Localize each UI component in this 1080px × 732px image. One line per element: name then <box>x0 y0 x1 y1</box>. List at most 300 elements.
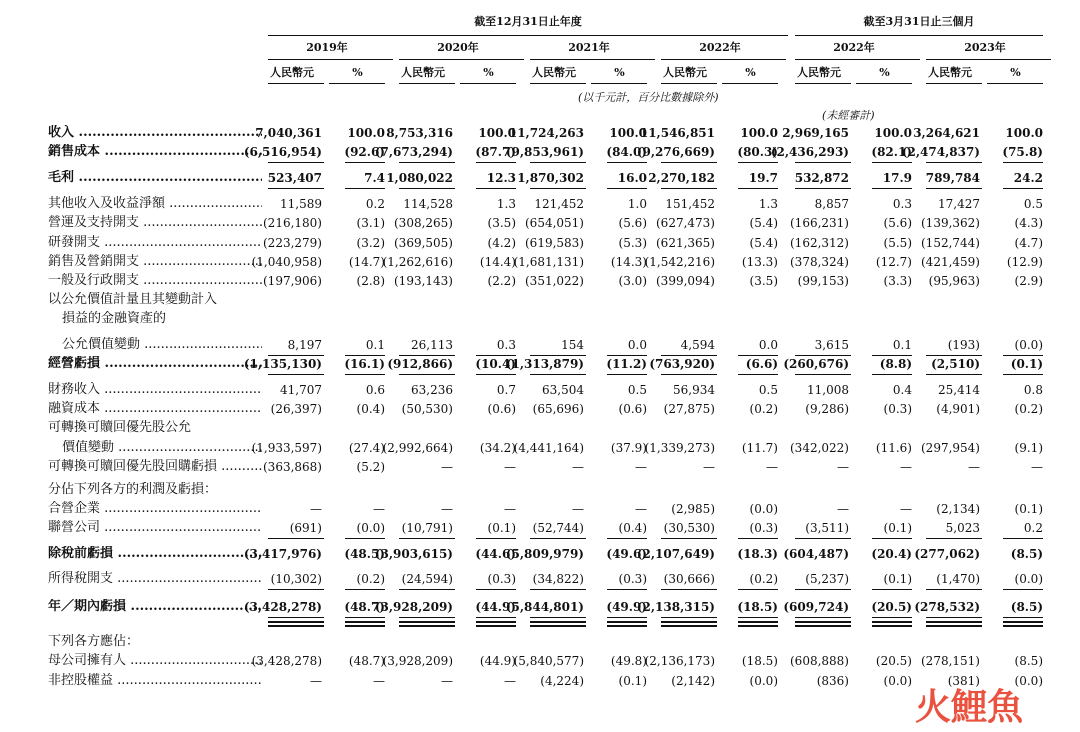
percent-cell: (3.3) <box>883 274 912 288</box>
total-rule <box>1003 617 1043 618</box>
percent-cell: — <box>504 502 516 516</box>
column-rule <box>661 83 717 84</box>
percent-cell: (0.0) <box>749 674 778 688</box>
percent-cell: (20.5) <box>871 600 912 614</box>
amount-cell: (421,459) <box>921 255 980 269</box>
percent-cell: 7.4 <box>364 171 385 185</box>
percent-cell: 0.5 <box>1023 197 1043 211</box>
row-label: 毛利 ..... <box>48 170 262 186</box>
rmb-column-header: 人民幣元 <box>928 66 972 79</box>
total-rule <box>661 617 717 618</box>
total-rule <box>345 538 385 539</box>
amount-cell: (1,339,273) <box>644 441 715 455</box>
percent-cell: (0.2) <box>749 402 778 416</box>
percent-cell: — <box>635 502 647 516</box>
percent-cell: (14.4) <box>479 255 516 269</box>
percent-cell: (4.7) <box>1014 236 1043 250</box>
total-rule <box>926 355 982 356</box>
percent-cell: 0.3 <box>496 338 516 352</box>
percent-cell: (14.3) <box>610 255 647 269</box>
percent-cell: (6.6) <box>745 357 778 371</box>
row-label: 一般及行政開支 ..... <box>48 273 262 289</box>
percent-cell: (5.4) <box>749 216 778 230</box>
percent-cell: (10.4) <box>475 357 516 371</box>
amount-cell: 3,615 <box>814 338 849 352</box>
double-rule <box>872 625 912 627</box>
total-rule <box>268 355 324 356</box>
amount-cell: (2,107,649) <box>636 547 715 561</box>
percent-cell: (5.6) <box>883 216 912 230</box>
total-rule <box>926 188 982 189</box>
year-rule <box>661 59 786 60</box>
percent-cell: (13.3) <box>741 255 778 269</box>
total-rule <box>872 188 912 189</box>
row-label: 分佔下列各方的利潤及虧損： <box>48 482 218 497</box>
percent-cell: (14.7) <box>348 255 385 269</box>
percent-cell: 0.1 <box>365 338 385 352</box>
row-label: 母公司擁有人 ..... <box>48 653 262 669</box>
percent-cell: 0.2 <box>365 197 385 211</box>
double-rule <box>926 625 982 627</box>
amount-cell: 4,594 <box>680 338 715 352</box>
total-rule <box>607 617 647 618</box>
amount-cell: 789,784 <box>925 171 980 185</box>
total-rule <box>738 355 778 356</box>
percent-cell: (12.9) <box>1006 255 1043 269</box>
double-rule <box>1003 625 1043 627</box>
percent-cell: (16.1) <box>344 357 385 371</box>
percent-cell: (9.1) <box>1014 441 1043 455</box>
amount-cell: 56,934 <box>673 383 715 397</box>
percent-cell: (3.0) <box>618 274 647 288</box>
double-rule <box>872 621 912 623</box>
total-rule <box>926 374 982 375</box>
amount-cell: (608,888) <box>790 654 849 668</box>
total-rule <box>795 374 851 375</box>
amount-cell: — <box>441 502 453 516</box>
percent-cell: (8.5) <box>1010 600 1043 614</box>
fiscal-year-group-header: 截至12月31日止年度 <box>474 15 582 28</box>
amount-cell: (1,313,879) <box>505 357 584 371</box>
total-rule <box>795 355 851 356</box>
total-rule <box>607 162 647 163</box>
percent-cell: (27.4) <box>348 441 385 455</box>
percent-cell: (0.0) <box>1014 674 1043 688</box>
amount-cell: (308,265) <box>394 216 453 230</box>
percent-cell: (44.9) <box>479 654 516 668</box>
percent-cell: 0.0 <box>758 338 778 352</box>
amount-cell: (399,094) <box>656 274 715 288</box>
amount-cell: (5,844,801) <box>505 600 584 614</box>
percent-cell: 100.0 <box>347 126 385 140</box>
amount-cell: (342,022) <box>790 441 849 455</box>
double-rule <box>795 621 851 623</box>
percent-cell: — <box>504 674 516 688</box>
double-rule <box>476 621 516 623</box>
amount-cell: — <box>837 460 849 474</box>
total-rule <box>399 617 455 618</box>
percent-cell: — <box>1031 460 1043 474</box>
percent-cell: 1.0 <box>627 197 647 211</box>
total-rule <box>1003 355 1043 356</box>
double-rule <box>738 625 778 627</box>
total-rule <box>926 617 982 618</box>
percent-cell: (2.2) <box>487 274 516 288</box>
total-rule <box>476 617 516 618</box>
year-rule <box>795 59 920 60</box>
amount-cell: (7,673,294) <box>374 145 453 159</box>
total-rule <box>476 162 516 163</box>
amount-cell: (278,532) <box>914 600 980 614</box>
amount-cell: (30,666) <box>663 572 715 586</box>
year-rule <box>530 59 655 60</box>
amount-cell: (619,583) <box>525 236 584 250</box>
amount-cell: 3,264,621 <box>913 126 980 140</box>
total-rule <box>738 617 778 618</box>
percent-cell: (11.2) <box>606 357 647 371</box>
amount-cell: (1,470) <box>936 572 980 586</box>
total-rule <box>607 188 647 189</box>
percent-cell: 19.7 <box>748 171 778 185</box>
amount-cell: (139,362) <box>921 216 980 230</box>
total-rule <box>399 355 455 356</box>
row-label: 價值變動 ..... <box>62 440 262 456</box>
amount-cell: 121,452 <box>534 197 584 211</box>
year-header: 2021年 <box>568 41 610 54</box>
amount-cell: 25,414 <box>938 383 980 397</box>
amount-cell: (609,724) <box>783 600 849 614</box>
percent-cell: 0.8 <box>1023 383 1043 397</box>
percent-cell: (92.6) <box>344 145 385 159</box>
percent-cell: (3.5) <box>487 216 516 230</box>
total-rule <box>476 188 516 189</box>
amount-cell: (2,474,837) <box>901 145 980 159</box>
amount-cell: (3,928,209) <box>382 654 453 668</box>
double-rule <box>345 621 385 623</box>
amount-cell: (1,135,130) <box>243 357 322 371</box>
amount-cell: (9,286) <box>805 402 849 416</box>
amount-cell: 154 <box>561 338 584 352</box>
amount-cell: — <box>441 460 453 474</box>
percent-cell: (3.5) <box>749 274 778 288</box>
double-rule <box>399 625 455 627</box>
total-rule <box>530 538 586 539</box>
percent-cell: — <box>900 502 912 516</box>
total-rule <box>345 589 385 590</box>
percent-cell: 100.0 <box>740 126 778 140</box>
year-rule <box>399 59 524 60</box>
percent-cell: (44.6) <box>475 547 516 561</box>
amount-cell: 2,270,182 <box>648 171 715 185</box>
percent-cell: 0.6 <box>365 383 385 397</box>
row-label: 財務收入 ..... <box>48 382 262 398</box>
amount-cell: (381) <box>947 674 980 688</box>
percent-cell: (5.4) <box>749 236 778 250</box>
percent-cell: (0.3) <box>749 521 778 535</box>
percent-cell: (0.1) <box>1014 502 1043 516</box>
percent-cell: (0.0) <box>883 674 912 688</box>
amount-cell: — <box>441 674 453 688</box>
year-header: 2022年 <box>833 41 875 54</box>
amount-cell: (3,417,976) <box>243 547 322 561</box>
total-rule <box>268 162 324 163</box>
rmb-column-header: 人民幣元 <box>270 66 314 79</box>
amount-cell: (4,441,164) <box>513 441 584 455</box>
year-rule <box>926 59 1051 60</box>
amount-cell: 1,870,302 <box>517 171 584 185</box>
amount-cell: (52,744) <box>532 521 584 535</box>
amount-cell: (836) <box>816 674 849 688</box>
amount-cell: (3,428,278) <box>251 654 322 668</box>
percent-cell: (0.0) <box>1014 338 1043 352</box>
amount-cell: 11,589 <box>280 197 322 211</box>
quarter-group-header: 截至3月31日止三個月 <box>863 15 975 28</box>
row-label: 合營企業 ..... <box>48 501 262 517</box>
total-rule <box>268 374 324 375</box>
percent-cell: 100.0 <box>478 126 516 140</box>
total-rule <box>872 589 912 590</box>
amount-cell: (95,963) <box>928 274 980 288</box>
amount-cell: 11,008 <box>807 383 849 397</box>
percent-cell: (0.2) <box>1014 402 1043 416</box>
double-rule <box>607 621 647 623</box>
total-rule <box>345 162 385 163</box>
row-label: 所得稅開支 ..... <box>48 571 262 587</box>
amount-cell: 41,707 <box>280 383 322 397</box>
rmb-column-header: 人民幣元 <box>401 66 445 79</box>
total-rule <box>607 355 647 356</box>
row-label: 損益的金融資產的 <box>62 311 167 326</box>
pct-column-header: % <box>745 66 756 79</box>
amount-cell: — <box>310 502 322 516</box>
amount-cell: (278,151) <box>921 654 980 668</box>
row-label: 銷售及營銷開支 ..... <box>48 254 262 270</box>
total-rule <box>607 538 647 539</box>
total-rule <box>399 538 455 539</box>
row-label: 非控股權益 ..... <box>48 673 262 689</box>
amount-cell: (2,138,315) <box>636 600 715 614</box>
total-rule <box>476 589 516 590</box>
total-rule <box>476 374 516 375</box>
row-label: 銷售成本 ..... <box>48 144 262 160</box>
total-rule <box>795 188 851 189</box>
amount-cell: (369,505) <box>394 236 453 250</box>
amount-cell: 17,427 <box>938 197 980 211</box>
percent-cell: (0.0) <box>1014 572 1043 586</box>
amount-cell: (6,516,954) <box>243 145 322 159</box>
amount-cell: (912,866) <box>387 357 453 371</box>
percent-cell: (49.9) <box>606 600 647 614</box>
year-rule <box>268 59 393 60</box>
percent-cell: 16.0 <box>617 171 647 185</box>
percent-cell: 100.0 <box>609 126 647 140</box>
amount-cell: (763,920) <box>649 357 715 371</box>
percent-cell: 1.3 <box>496 197 516 211</box>
total-rule <box>399 374 455 375</box>
unit-note: (以千元計，百分比數據除外) <box>578 91 719 104</box>
amount-cell: (3,428,278) <box>243 600 322 614</box>
total-rule <box>530 589 586 590</box>
percent-cell: (8.5) <box>1010 547 1043 561</box>
percent-cell: (48.7) <box>348 654 385 668</box>
percent-cell: (0.4) <box>618 521 647 535</box>
percent-cell: (0.1) <box>883 572 912 586</box>
row-label: 除稅前虧損 ..... <box>48 546 262 562</box>
total-rule <box>795 162 851 163</box>
percent-cell: (11.7) <box>741 441 778 455</box>
total-rule <box>476 355 516 356</box>
double-rule <box>345 625 385 627</box>
column-rule <box>987 83 1043 84</box>
amount-cell: 63,236 <box>411 383 453 397</box>
percent-cell: (0.2) <box>356 572 385 586</box>
percent-cell: (0.0) <box>749 502 778 516</box>
amount-cell: (654,051) <box>525 216 584 230</box>
amount-cell: (1,933,597) <box>251 441 322 455</box>
percent-cell: (0.6) <box>618 402 647 416</box>
amount-cell: (10,791) <box>401 521 453 535</box>
amount-cell: 8,857 <box>814 197 849 211</box>
amount-cell: (627,473) <box>656 216 715 230</box>
amount-cell: 151,452 <box>665 197 715 211</box>
double-rule <box>795 625 851 627</box>
percent-cell: (11.6) <box>875 441 912 455</box>
percent-cell: (48.5) <box>344 547 385 561</box>
percent-cell: — <box>900 460 912 474</box>
amount-cell: (9,276,669) <box>636 145 715 159</box>
amount-cell: — <box>310 674 322 688</box>
amount-cell: (216,180) <box>263 216 322 230</box>
pct-column-header: % <box>614 66 625 79</box>
amount-cell: (5,840,577) <box>513 654 584 668</box>
total-rule <box>926 538 982 539</box>
percent-cell: 0.4 <box>892 383 912 397</box>
total-rule <box>661 538 717 539</box>
total-rule <box>795 538 851 539</box>
percent-cell: (82.1) <box>871 145 912 159</box>
row-label: 聯營公司 ..... <box>48 520 262 536</box>
row-label: 可轉換可贖回優先股回購虧損 ..... <box>48 459 262 475</box>
total-rule <box>530 617 586 618</box>
total-rule <box>926 162 982 163</box>
row-label: 公允價值變動 ..... <box>62 337 262 353</box>
row-label: 營運及支持開支 ..... <box>48 215 262 231</box>
amount-cell: (65,696) <box>532 402 584 416</box>
amount-cell: (9,853,961) <box>505 145 584 159</box>
amount-cell: 2,969,165 <box>782 126 849 140</box>
row-label: 研發開支 ..... <box>48 235 262 251</box>
column-rule <box>530 83 586 84</box>
amount-cell: (260,676) <box>783 357 849 371</box>
amount-cell: (2,510) <box>931 357 980 371</box>
percent-cell: (5.3) <box>618 236 647 250</box>
percent-cell: (3.1) <box>356 216 385 230</box>
total-rule <box>530 374 586 375</box>
total-rule <box>872 355 912 356</box>
amount-cell: (363,868) <box>263 460 322 474</box>
percent-cell: (0.4) <box>356 402 385 416</box>
percent-cell: (34.2) <box>479 441 516 455</box>
pct-column-header: % <box>879 66 890 79</box>
amount-cell: (351,022) <box>525 274 584 288</box>
amount-cell: 8,753,316 <box>386 126 453 140</box>
total-rule <box>738 188 778 189</box>
amount-cell: (24,594) <box>401 572 453 586</box>
percent-cell: (44.9) <box>475 600 516 614</box>
amount-cell: (3,511) <box>805 521 849 535</box>
total-rule <box>268 538 324 539</box>
percent-cell: (5.2) <box>356 460 385 474</box>
percent-cell: 17.9 <box>882 171 912 185</box>
total-rule <box>530 162 586 163</box>
percent-cell: (0.1) <box>883 521 912 535</box>
amount-cell: 11,724,263 <box>508 126 584 140</box>
percent-cell: (4.2) <box>487 236 516 250</box>
percent-cell: (2.8) <box>356 274 385 288</box>
total-rule <box>399 188 455 189</box>
percent-cell: (75.8) <box>1002 145 1043 159</box>
amount-cell: (1,262,616) <box>382 255 453 269</box>
amount-cell: 5,023 <box>945 521 980 535</box>
amount-cell: (26,397) <box>270 402 322 416</box>
total-rule <box>345 374 385 375</box>
amount-cell: (604,487) <box>783 547 849 561</box>
percent-cell: (84.0) <box>606 145 647 159</box>
amount-cell: 114,528 <box>403 197 453 211</box>
amount-cell: — <box>968 460 980 474</box>
row-label: 收入 ..... <box>48 125 262 141</box>
amount-cell: (2,436,293) <box>770 145 849 159</box>
total-rule <box>738 589 778 590</box>
percent-cell: (49.8) <box>610 654 647 668</box>
percent-cell: (0.3) <box>487 572 516 586</box>
total-rule <box>1003 589 1043 590</box>
column-rule <box>856 83 912 84</box>
amount-cell: — <box>572 502 584 516</box>
amount-cell: (5,237) <box>805 572 849 586</box>
amount-cell: (4,224) <box>540 674 584 688</box>
amount-cell: (3,928,209) <box>374 600 453 614</box>
unaudited-note: (未經審計) <box>822 109 875 122</box>
column-rule <box>591 83 647 84</box>
amount-cell: (27,875) <box>663 402 715 416</box>
column-rule <box>399 83 455 84</box>
percent-cell: (0.1) <box>487 521 516 535</box>
percent-cell: (80.3) <box>737 145 778 159</box>
percent-cell: — <box>373 674 385 688</box>
amount-cell: (2,985) <box>671 502 715 516</box>
amount-cell: (2,136,173) <box>644 654 715 668</box>
percent-cell: (0.2) <box>749 572 778 586</box>
double-rule <box>926 621 982 623</box>
double-rule <box>268 621 324 623</box>
amount-cell: (621,365) <box>656 236 715 250</box>
total-rule <box>345 355 385 356</box>
total-rule <box>738 374 778 375</box>
amount-cell: (691) <box>289 521 322 535</box>
total-rule <box>1003 162 1043 163</box>
year-header: 2020年 <box>437 41 479 54</box>
total-rule <box>661 188 717 189</box>
rmb-column-header: 人民幣元 <box>532 66 576 79</box>
total-rule <box>1003 538 1043 539</box>
amount-cell: (223,279) <box>263 236 322 250</box>
percent-cell: 12.3 <box>486 171 516 185</box>
amount-cell: (1,681,131) <box>513 255 584 269</box>
amount-cell: 532,872 <box>794 171 849 185</box>
group-rule <box>795 35 1043 36</box>
amount-cell: (193,143) <box>394 274 453 288</box>
